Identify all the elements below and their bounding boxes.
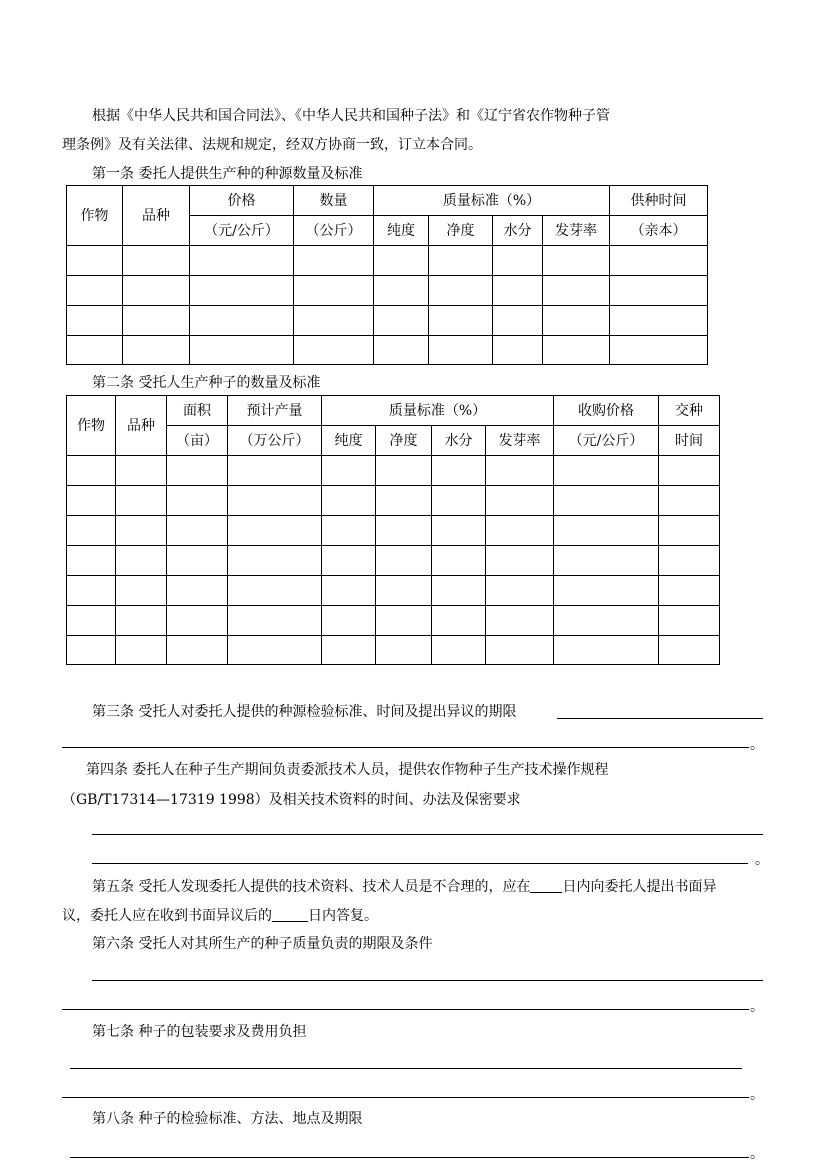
header-price-unit: （元/公斤）	[190, 216, 294, 246]
table-row	[67, 246, 708, 276]
header-delivery-2: 时间	[659, 426, 720, 456]
header-yield-unit: （万公斤）	[228, 426, 322, 456]
article3-text: 第三条 受托人对委托人提供的种源检验标准、时间及提出异议的期限	[92, 704, 517, 720]
header-moisture: 水分	[432, 426, 486, 456]
header-yield: 预计产量	[228, 396, 322, 426]
header-crop: 作物	[67, 186, 123, 246]
header-purity: 纯度	[374, 216, 429, 246]
header-quantity: 数量	[294, 186, 374, 216]
header-area-unit: （亩）	[167, 426, 228, 456]
article7-period: 。	[750, 1087, 764, 1103]
table-row	[67, 606, 720, 636]
article4-fill-line	[92, 834, 763, 835]
header-crop: 作物	[67, 396, 116, 456]
article1-table	[66, 185, 708, 365]
article6-period: 。	[750, 999, 764, 1015]
header-delivery: 交种	[659, 396, 720, 426]
table-row	[67, 336, 708, 365]
article7-fill-line	[70, 1068, 742, 1069]
article5-part-2: 日内向委托人提出书面异	[562, 879, 717, 895]
header-quality: 质量标准（%）	[322, 396, 554, 426]
table-row	[67, 546, 720, 576]
table-row	[67, 306, 708, 336]
table-row	[67, 636, 720, 665]
header-clarity: 净度	[429, 216, 493, 246]
header-moisture: 水分	[493, 216, 543, 246]
article5-line-1	[92, 878, 716, 895]
intro-line-1: 根据《中华人民共和国合同法》、《中华人民共和国种子法》和《辽宁省农作物种子管	[92, 108, 610, 124]
table-row	[67, 276, 708, 306]
table-row	[67, 486, 720, 516]
article2-title: 第二条 受托人生产种子的数量及标准	[92, 375, 321, 391]
article5-part-4: 日内答复。	[308, 908, 378, 924]
article1-title: 第一条 委托人提供生产种的种源数量及标准	[92, 166, 363, 182]
article3-fill-line-2	[62, 747, 749, 748]
article7-fill-line-2	[62, 1097, 749, 1098]
article4-fill-line-2	[92, 863, 748, 864]
article6-fill-line	[92, 980, 763, 981]
header-purchase-price: 收购价格	[554, 396, 659, 426]
header-purity: 纯度	[322, 426, 376, 456]
article2-table	[66, 395, 720, 665]
article4-line-2: （GB/T17314—17319 1998）及相关技术资料的时间、办法及保密要求	[62, 792, 521, 808]
article3-period: 。	[750, 737, 764, 753]
article8-fill-line	[70, 1157, 749, 1158]
table-row	[67, 516, 720, 546]
header-germination: 发芽率	[543, 216, 610, 246]
article8-text: 第八条 种子的检验标准、方法、地点及期限	[92, 1111, 363, 1127]
header-purchase-unit: （元/公斤）	[554, 426, 659, 456]
article5-part-3: 议，委托人应在收到书面异议后的	[62, 908, 272, 924]
article8-period: 。	[750, 1146, 764, 1162]
header-variety: 品种	[123, 186, 190, 246]
article7-text: 第七条 种子的包装要求及费用负担	[92, 1024, 307, 1040]
header-supply-note: （亲本）	[610, 216, 708, 246]
header-area: 面积	[167, 396, 228, 426]
header-germination: 发芽率	[486, 426, 554, 456]
table-row	[67, 576, 720, 606]
header-supply-time: 供种时间	[610, 186, 708, 216]
header-clarity: 净度	[376, 426, 432, 456]
article6-text: 第六条 受托人对其所生产的种子质量负责的期限及条件	[92, 936, 433, 952]
article3-fill-line	[557, 718, 763, 719]
article4-line-1: 第四条 委托人在种子生产期间负责委派技术人员，提供农作物种子生产技术操作规程	[86, 762, 609, 778]
header-quality: 质量标准（%）	[374, 186, 610, 216]
article6-fill-line-2	[62, 1009, 749, 1010]
article5-part-1: 第五条 受托人发现委托人提供的技术资料、技术人员是不合理的，应在	[92, 879, 531, 895]
article5-line-2	[62, 907, 378, 924]
header-quantity-unit: （公斤）	[294, 216, 374, 246]
days-blank-2[interactable]	[272, 907, 308, 922]
intro-line-2: 理条例》及有关法律、法规和规定，经双方协商一致，订立本合同。	[62, 137, 482, 153]
days-blank-1[interactable]	[530, 878, 562, 893]
header-variety: 品种	[116, 396, 167, 456]
header-price: 价格	[190, 186, 294, 216]
table-row	[67, 456, 720, 486]
article4-period: 。	[755, 852, 769, 868]
